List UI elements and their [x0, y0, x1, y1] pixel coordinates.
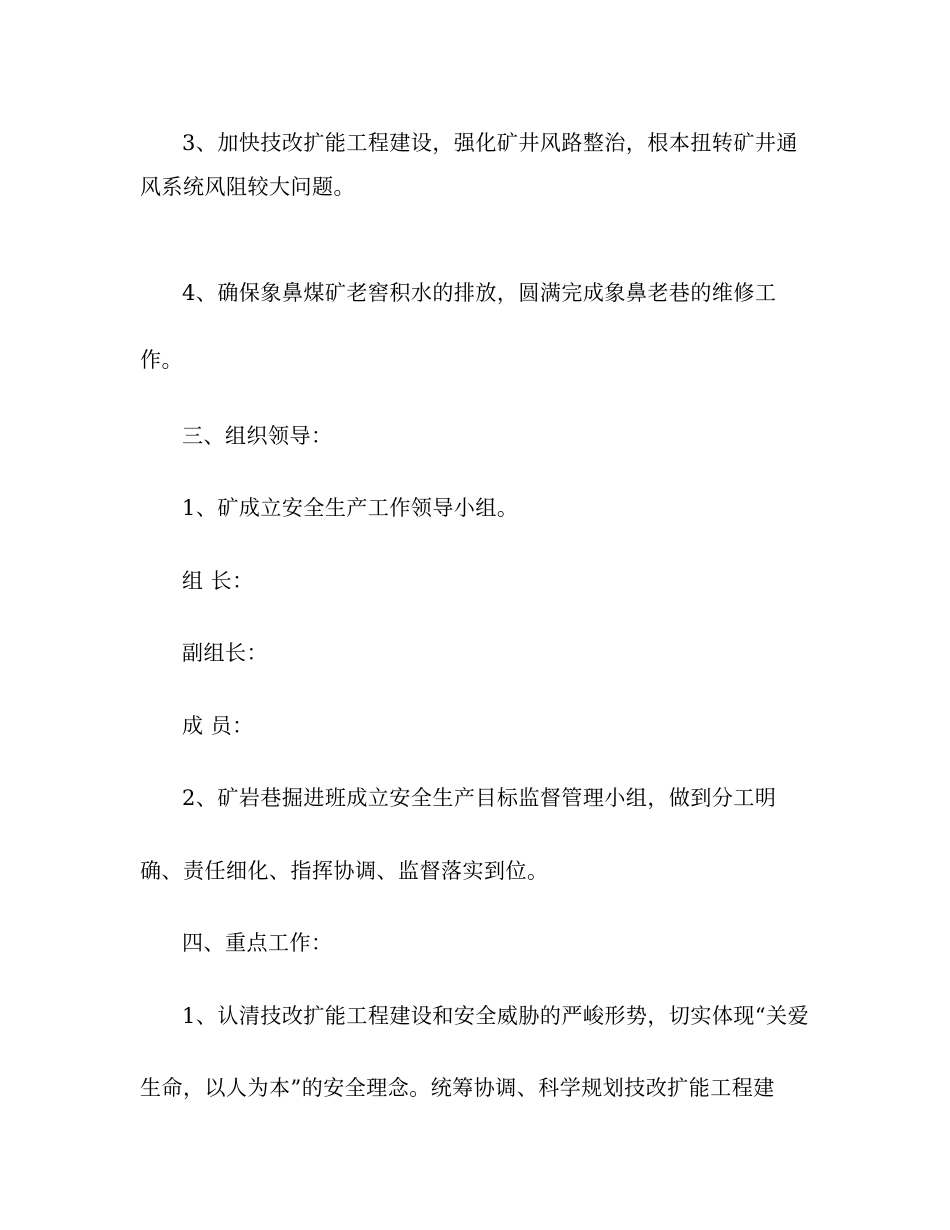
- section-heading-organization: 三、组织领导：: [182, 424, 333, 448]
- role-label-deputy-leader: 副组长：: [182, 641, 268, 665]
- role-label-members: 成 员：: [182, 714, 254, 738]
- paragraph-key-work-1-line-2: 生命，以人为本”的安全理念。统筹协调、科学规划技改扩能工程建: [140, 1076, 775, 1100]
- role-label-leader: 组 长：: [182, 569, 254, 593]
- paragraph-leadership-group: 1、矿成立安全生产工作领导小组。: [182, 496, 519, 520]
- section-heading-key-work: 四、重点工作：: [182, 931, 333, 955]
- paragraph-supervision-group-line-1: 2、矿岩巷掘进班成立安全生产目标监督管理小组，做到分工明: [182, 786, 777, 810]
- paragraph-item-4-line-2: 作。: [140, 348, 183, 372]
- paragraph-supervision-group-line-2: 确、责任细化、指挥协调、监督落实到位。: [140, 859, 549, 883]
- paragraph-item-4-line-1: 4、确保象鼻煤矿老窖积水的排放，圆满完成象鼻老巷的维修工: [182, 281, 777, 305]
- paragraph-key-work-1-line-1: 1、认清技改扩能工程建设和安全威胁的严峻形势，切实体现“关爱: [182, 1004, 810, 1028]
- paragraph-item-3-line-1: 3、加快技改扩能工程建设，强化矿井风路整治，根本扭转矿井通: [182, 131, 798, 155]
- paragraph-item-3-line-2: 风系统风阻较大问题。: [140, 175, 355, 199]
